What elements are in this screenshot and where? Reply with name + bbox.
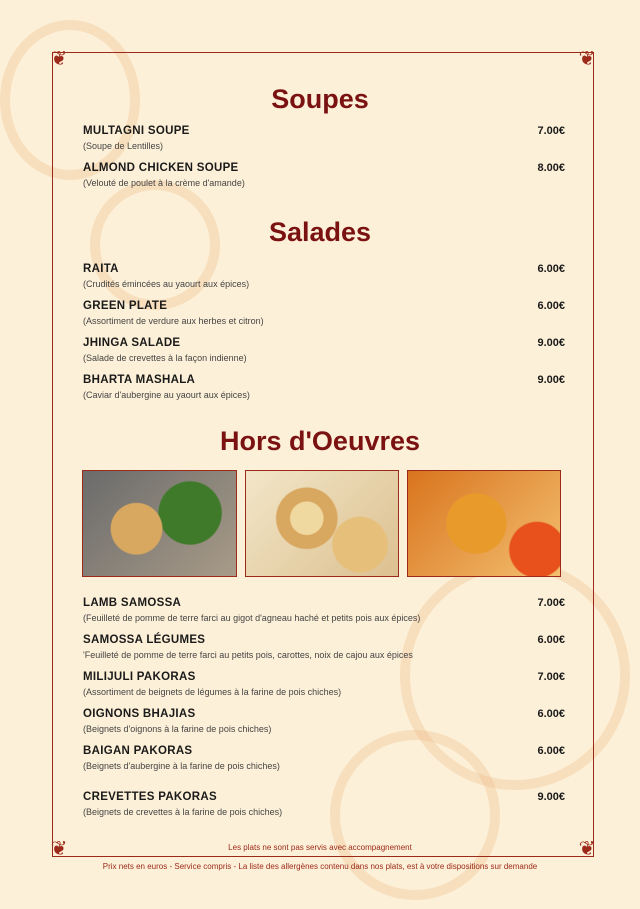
item-name: SAMOSSA LÉGUMES	[83, 634, 206, 646]
item-name: RAITA	[83, 263, 119, 275]
menu-item	[83, 300, 565, 326]
menu-item	[83, 337, 565, 363]
item-description: (Assortiment de beignets de légumes à la farine de pois chiches)	[83, 687, 342, 697]
item-name: CREVETTES PAKORAS	[83, 791, 217, 803]
item-price: 6.00€	[537, 745, 565, 757]
corner-ornament-icon: ❦	[578, 48, 596, 70]
corner-ornament-icon: ❦	[50, 48, 68, 70]
item-name: ALMOND CHICKEN SOUPE	[83, 162, 239, 174]
item-price: 7.00€	[537, 125, 565, 137]
item-price: 8.00€	[537, 162, 565, 174]
menu-item	[83, 708, 565, 734]
item-description: 'Feuilleté de pomme de terre farci au petits pois, carottes, noix de cajou aux épices	[83, 650, 413, 660]
section-title-salades: Salades	[268, 217, 372, 247]
photo-onion-rings	[245, 470, 399, 577]
item-name: OIGNONS BHAJIAS	[83, 708, 196, 720]
menu-item	[83, 263, 565, 289]
item-price: 6.00€	[537, 263, 565, 275]
item-price: 9.00€	[537, 337, 565, 349]
item-description: (Soupe de Lentilles)	[83, 141, 164, 151]
item-description: (Beignets d'aubergine à la farine de pois chiches)	[83, 761, 280, 771]
item-description: (Crudités émincées au yaourt aux épices)	[83, 279, 250, 289]
item-description: (Beignets d'oignons à la farine de pois chiches)	[83, 724, 272, 734]
corner-ornament-icon: ❦	[50, 838, 68, 860]
item-description: (Feuilleté de pomme de terre farci au gigot d'agneau haché et petits pois aux épices)	[83, 613, 421, 623]
item-description: (Caviar d'aubergine au yaourt aux épices)	[83, 390, 250, 400]
item-name: JHINGA SALADE	[83, 337, 181, 349]
item-description: (Beignets de crevettes à la farine de pois chiches)	[83, 807, 283, 817]
menu-item	[83, 745, 565, 771]
menu-item	[83, 597, 565, 623]
item-name: GREEN PLATE	[83, 300, 168, 312]
item-name: MULTAGNI SOUPE	[83, 125, 190, 137]
item-description: (Salade de crevettes à la façon indienne)	[83, 353, 247, 363]
item-name: MILIJULI PAKORAS	[83, 671, 196, 683]
photo-samosas	[82, 470, 237, 577]
item-name: LAMB SAMOSSA	[83, 597, 182, 609]
section-title-soupes: Soupes	[271, 84, 369, 114]
item-price: 6.00€	[537, 708, 565, 720]
item-description: (Velouté de poulet à la crème d'amande)	[83, 178, 245, 188]
footer-note: Les plats ne sont pas servis avec accompagnement	[228, 843, 412, 852]
item-description: (Assortiment de verdure aux herbes et citron)	[83, 316, 264, 326]
photo-shrimp-pakoras	[407, 470, 561, 577]
menu-item	[83, 671, 565, 697]
corner-ornament-icon: ❦	[578, 838, 596, 860]
item-price: 7.00€	[537, 597, 565, 609]
menu-item	[83, 374, 565, 400]
item-name: BAIGAN PAKORAS	[83, 745, 193, 757]
menu-item	[83, 634, 565, 660]
menu-item	[83, 791, 565, 817]
item-price: 9.00€	[537, 374, 565, 386]
item-price: 7.00€	[537, 671, 565, 683]
menu-item	[83, 162, 565, 188]
item-price: 6.00€	[537, 634, 565, 646]
item-price: 9.00€	[537, 791, 565, 803]
footer-legal: Prix nets en euros - Service compris - La liste des allergènes contenu dans nos plats, est à votre dispositions sur demande	[102, 862, 538, 871]
menu-item	[83, 125, 565, 151]
section-title-hors-doeuvres: Hors d'Oeuvres	[220, 426, 420, 456]
item-price: 6.00€	[537, 300, 565, 312]
item-name: BHARTA MASHALA	[83, 374, 196, 386]
